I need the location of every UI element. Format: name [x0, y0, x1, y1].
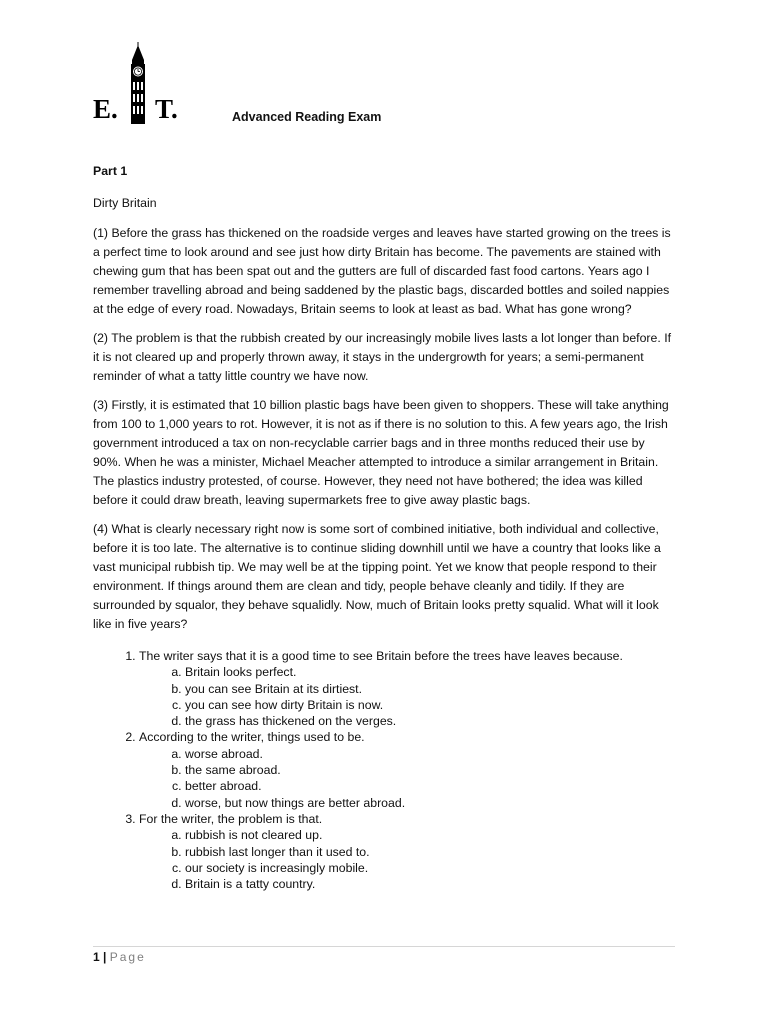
question-text: The writer says that it is a good time to see Britain before the trees have leaves because.	[139, 649, 623, 663]
option-list	[139, 827, 675, 892]
option-list	[139, 664, 675, 729]
question-text: For the writer, the problem is that.	[139, 811, 323, 826]
passage-paragraph: (1) Before the grass has thickened on the roadside verges and leaves have started growing on the trees is a perfect time to look around and see just how dirty Britain has become. The pavements are stained with chewing gum that has been spat out and the gutters are full of discarded fast food cartons. Years ago I remember travelling abroad and being saddened by the plastic bags, discarded bottles and soiled nappies at the edge of every road. Nowadays, Britain seems to look at least as bad. What has gone wrong?	[93, 226, 671, 316]
option-item: a. Britain looks perfect.	[185, 664, 675, 680]
option-item: c. better abroad.	[185, 778, 675, 794]
page-label: Page	[109, 950, 146, 964]
option-item: d. Britain is a tatty country.	[185, 876, 675, 892]
logo-letter-t: T.	[155, 94, 178, 124]
option-item: c. our society is increasingly mobile.	[185, 860, 675, 876]
option-item: c. you can see how dirty Britain is now.	[185, 697, 675, 713]
part-heading: Part 1	[93, 164, 128, 178]
question-text: According to the writer, things used to be.	[139, 730, 365, 745]
option-item: d. the grass has thickened on the verges.	[185, 713, 675, 729]
exam-content	[93, 162, 675, 892]
footer-text	[93, 950, 146, 964]
page-footer	[93, 946, 675, 964]
passage-paragraph: (3) Firstly, it is estimated that 10 billion plastic bags have been given to shoppers. These will take anything from 100 to 1,000 years to rot. However, it is not as if there is no solution to this. A few years ago, the Irish government introduced a tax on non-recyclable carrier bags and in three months reduced their use by 90%. When he was a minister, Michael Meacher attempted to introduce a similar arrangement in Britain. The plastics industry protested, of course. However, they need not have bothered; the idea was killed before it could draw breath, leaving supermarkets free to give away plastic bags.	[93, 398, 669, 507]
option-item: b. rubbish last longer than it used to.	[185, 844, 675, 860]
question-item	[139, 729, 675, 810]
option-item: a. rubbish is not cleared up.	[185, 827, 675, 843]
option-list	[139, 746, 675, 811]
passage-paragraph: (2) The problem is that the rubbish created by our increasingly mobile lives lasts a lot longer than before. If it is not cleared up and properly thrown away, it stays in the undergrowth for years; a semi-permanent reminder of what a tatty little country we have now.	[93, 331, 672, 383]
option-item: a. worse abroad.	[185, 746, 675, 762]
option-item: b. you can see Britain at its dirtiest.	[185, 681, 675, 697]
page-number: 1	[93, 950, 100, 964]
passage-title: Dirty Britain	[93, 196, 157, 210]
option-item: d. worse, but now things are better abroad.	[185, 795, 675, 811]
question-item	[139, 648, 675, 729]
option-item: b. the same abroad.	[185, 762, 675, 778]
logo-letter-e: E.	[93, 94, 118, 124]
question-list	[93, 648, 675, 892]
question-item	[139, 811, 675, 892]
big-ben-icon	[128, 42, 148, 124]
footer-separator: |	[103, 950, 107, 964]
passage-paragraph: (4) What is clearly necessary right now is some sort of combined initiative, both individual and collective, before it is too late. The alternative is to continue sliding downhill until we have a country that looks like a vast municipal rubbish tip. We may well be at the tipping point. Yet we know that people respond to their environment. If things around them are clean and tidy, people behave cleanly and tidily. If they are surrounded by squalor, they behave squalidly. Now, much of Britain looks pretty squalid. What will it look like in five years?	[93, 522, 661, 631]
exam-title: Advanced Reading Exam	[232, 110, 382, 124]
